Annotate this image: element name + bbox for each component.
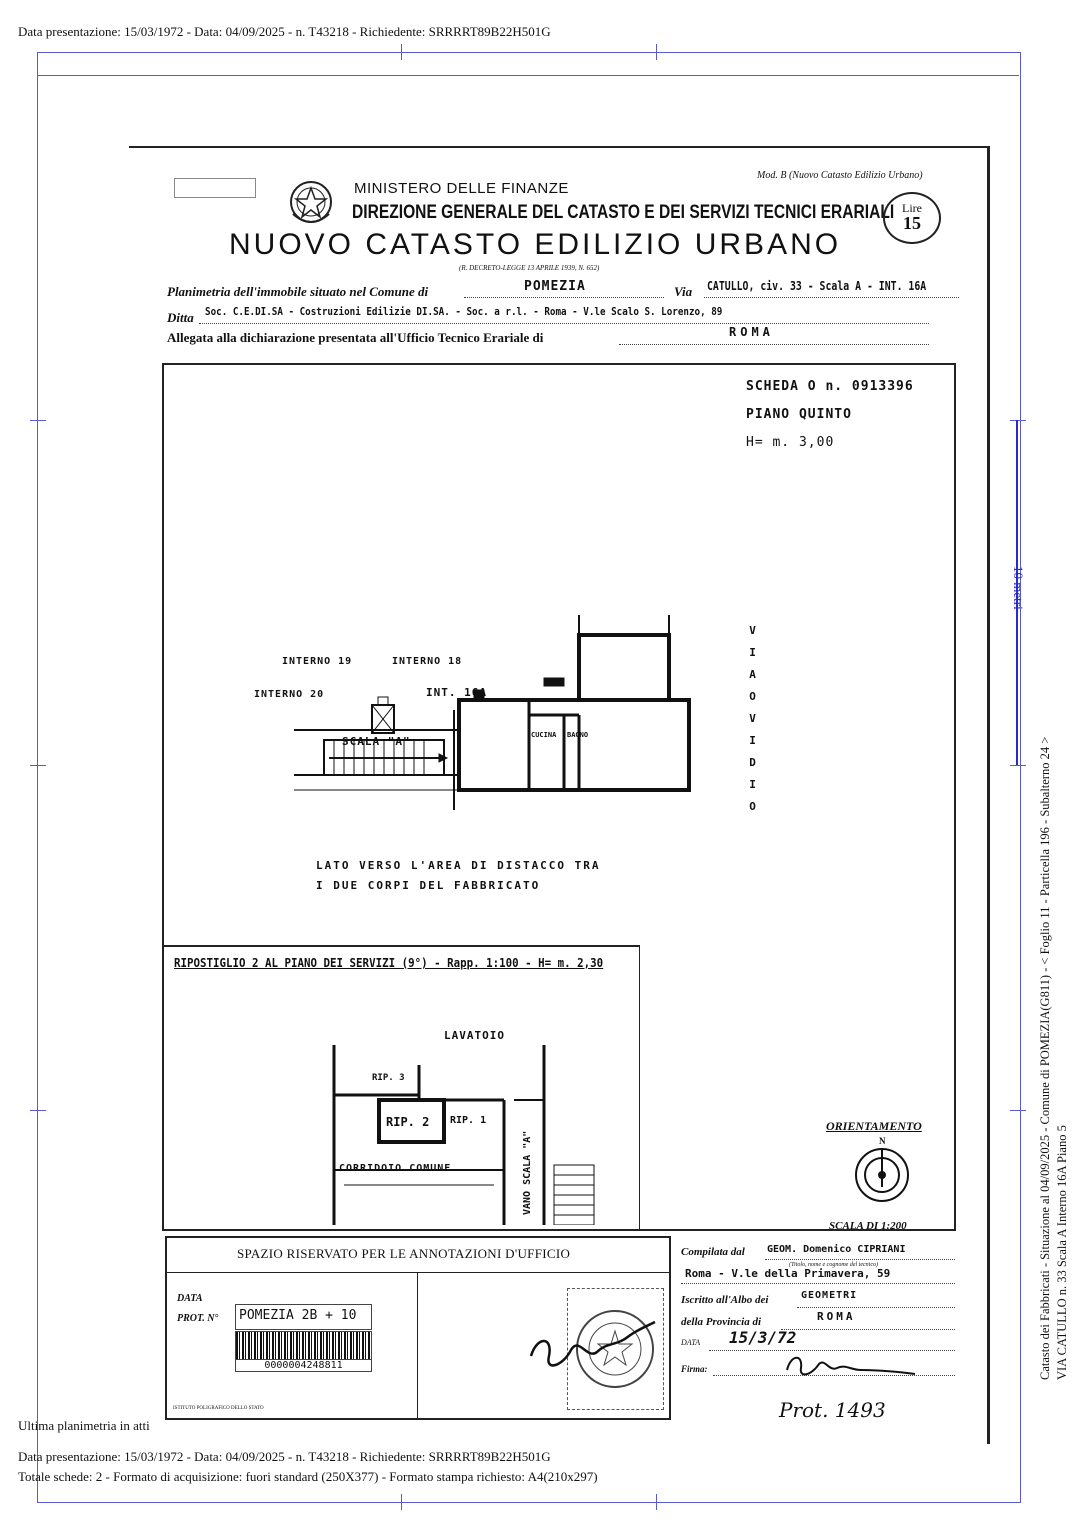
footer-line2: Totale schede: 2 - Formato di acquisizione: fuori standard (250X377) - Formato stampa richiesto: A4(210x297) — [18, 1469, 598, 1484]
small-stamp — [174, 178, 256, 198]
frame-tick — [1010, 765, 1026, 766]
emblem-icon — [287, 174, 335, 230]
dotted-line — [765, 1259, 955, 1260]
lire-value: 15 — [903, 213, 921, 233]
dotted-line — [797, 1307, 955, 1308]
frame-tick — [656, 44, 657, 60]
via-ovidio-label: VIA OVIDIO — [749, 624, 757, 813]
direction-label: DIREZIONE GENERALE DEL CATASTO E DEI SERVIZI TECNICI ERARIALI — [352, 202, 895, 223]
prot-value: POMEZIA 2B + 10 — [239, 1308, 357, 1323]
compilata-label: Compilata dal — [681, 1246, 745, 1258]
plan-label: Planimetria dell'immobile situato nel Comune di — [167, 284, 429, 299]
service-floor-drawing — [324, 1045, 624, 1225]
scala-label: SCALA "A" — [342, 735, 411, 748]
lato-line2: I DUE CORPI DEL FABBRICATO — [316, 879, 541, 892]
prot-label: PROT. N° — [177, 1313, 219, 1324]
plan-area — [162, 363, 956, 1231]
rip1-label: RIP. 1 — [450, 1115, 487, 1126]
bagno-label: BAGNO — [567, 731, 589, 739]
dotted-line — [704, 297, 959, 298]
frame-tick — [401, 44, 402, 60]
signature-icon — [779, 1348, 919, 1382]
iscritto-label: Iscritto all'Albo dei — [681, 1294, 769, 1306]
iscritto-value: GEOMETRI — [801, 1290, 858, 1301]
cucina-label: CUCINA — [531, 731, 557, 739]
side-info-line1: Catasto dei Fabbricati - Situazione al 04/09/2025 - Comune di POMEZIA(G811) - < Foglio 11 - Particella 196 - Subalterno 24 > — [1038, 736, 1052, 1380]
lire-stamp — [883, 192, 941, 244]
interno18-label: INTERNO 18 — [392, 656, 463, 667]
frame-tick — [1010, 420, 1026, 421]
scale-bar-label: 10 metri — [1011, 566, 1026, 610]
ditta-label: Ditta — [167, 310, 194, 325]
rip3-label: RIP. 3 — [372, 1073, 405, 1083]
side-info-line2: VIA CATULLO n. 33 Scala A Interno 16A Piano 5 — [1055, 1125, 1069, 1380]
lato-line1: LATO VERSO L'AREA DI DISTACCO TRA — [316, 859, 601, 872]
firma-label: Firma: — [681, 1364, 708, 1374]
compilata-note: (Titolo, nome e cognome del tecnico) — [789, 1262, 878, 1268]
via-value: CATULLO, civ. 33 - Scala A - INT. 16A — [707, 279, 927, 293]
frame-tick — [401, 1494, 402, 1510]
interno19-label: INTERNO 19 — [282, 656, 353, 667]
ripostiglio-title: RIPOSTIGLIO 2 AL PIANO DEI SERVIZI (9°) - Rapp. 1:100 - H= m. 2,30 — [174, 956, 604, 970]
divider — [167, 1272, 669, 1273]
divider — [417, 1272, 418, 1418]
scala-di-label: SCALA DI 1:200 — [829, 1220, 907, 1232]
orientamento-label: ORIENTAMENTO — [826, 1119, 922, 1133]
footer-line1: Data presentazione: 15/03/1972 - Data: 04/09/2025 - n. T43218 - Richiedente: SRRRRT89B22H501G — [18, 1449, 551, 1464]
dotted-line — [619, 344, 929, 345]
scheda-label: SCHEDA O n. 0913396 — [746, 379, 914, 394]
frame-tick — [30, 765, 46, 766]
ministry-label: MINISTERO DELLE FINANZE — [354, 180, 569, 197]
barcode-icon — [235, 1331, 372, 1361]
provincia-label: della Provincia di — [681, 1316, 762, 1328]
spazio-label: SPAZIO RISERVATO PER LE ANNOTAZIONI D'UFFICIO — [237, 1246, 571, 1261]
compilata-value: GEOM. Domenico CIPRIANI — [767, 1244, 906, 1255]
dotted-line — [781, 1329, 955, 1330]
prot-hand-note: Prot. 1493 — [779, 1398, 886, 1422]
ditta-value: Soc. C.E.DI.SA - Costruzioni Edilizie DI.SA. - Soc. a r.l. - Roma - V.le Scalo S. Lorenzo, 89 — [205, 305, 723, 318]
signature-icon — [527, 1316, 657, 1376]
dotted-line — [464, 297, 664, 298]
lire-label: Lire — [902, 201, 922, 215]
north-label: N — [879, 1136, 886, 1146]
corridoio-label: CORRIDOIO COMUNE — [339, 1163, 452, 1174]
data2-label: DATA — [681, 1338, 701, 1347]
header-line: Data presentazione: 15/03/1972 - Data: 04/09/2025 - n. T43218 - Richiedente: SRRRRT89B22H501G — [18, 24, 551, 39]
rip2-label: RIP. 2 — [386, 1115, 430, 1129]
frame-tick — [30, 1110, 46, 1111]
int16a-label: INT. 16A — [426, 686, 487, 699]
height-label: H= m. 3,00 — [746, 435, 835, 450]
allegata-label: Allegata alla dichiarazione presentata all'Ufficio Tecnico Erariale di — [167, 330, 544, 345]
piano-label: PIANO QUINTO — [746, 407, 852, 422]
floor-plan-drawing — [254, 615, 694, 815]
form-title: NUOVO CATASTO EDILIZIO URBANO — [229, 228, 842, 261]
via-label: Via — [674, 284, 693, 299]
frame-tick — [30, 420, 46, 421]
lavatoio-label: LAVATOIO — [444, 1029, 505, 1042]
cadastral-form — [129, 146, 990, 1444]
interno20-label: INTERNO 20 — [254, 689, 325, 700]
dotted-line — [681, 1283, 955, 1284]
printer-label: ISTITUTO POLIGRAFICO DELLO STATO — [173, 1406, 264, 1411]
dotted-line — [199, 323, 929, 324]
vano-scala-label: VANO SCALA "A" — [522, 1130, 533, 1215]
address-value: Roma - V.le della Primavera, 59 — [685, 1267, 891, 1280]
allegata-value: ROMA — [729, 325, 774, 339]
compass-icon — [854, 1147, 910, 1203]
last-plan-label: Ultima planimetria in atti — [18, 1418, 150, 1433]
decree-label: (R. DECRETO-LEGGE 13 APRILE 1939, N. 652) — [459, 264, 600, 272]
data-label: DATA — [177, 1293, 203, 1304]
model-label: Mod. B (Nuovo Catasto Edilizio Urbano) — [757, 170, 923, 181]
barcode-number: 0000004248811 — [235, 1359, 372, 1372]
frame-inner-line — [37, 75, 1019, 76]
provincia-value: ROMA — [817, 1310, 856, 1323]
comune-value: POMEZIA — [524, 279, 586, 294]
data2-value: 15/3/72 — [729, 1328, 797, 1347]
frame-tick — [1010, 1110, 1026, 1111]
prot-field — [235, 1304, 372, 1330]
frame-tick — [656, 1494, 657, 1510]
